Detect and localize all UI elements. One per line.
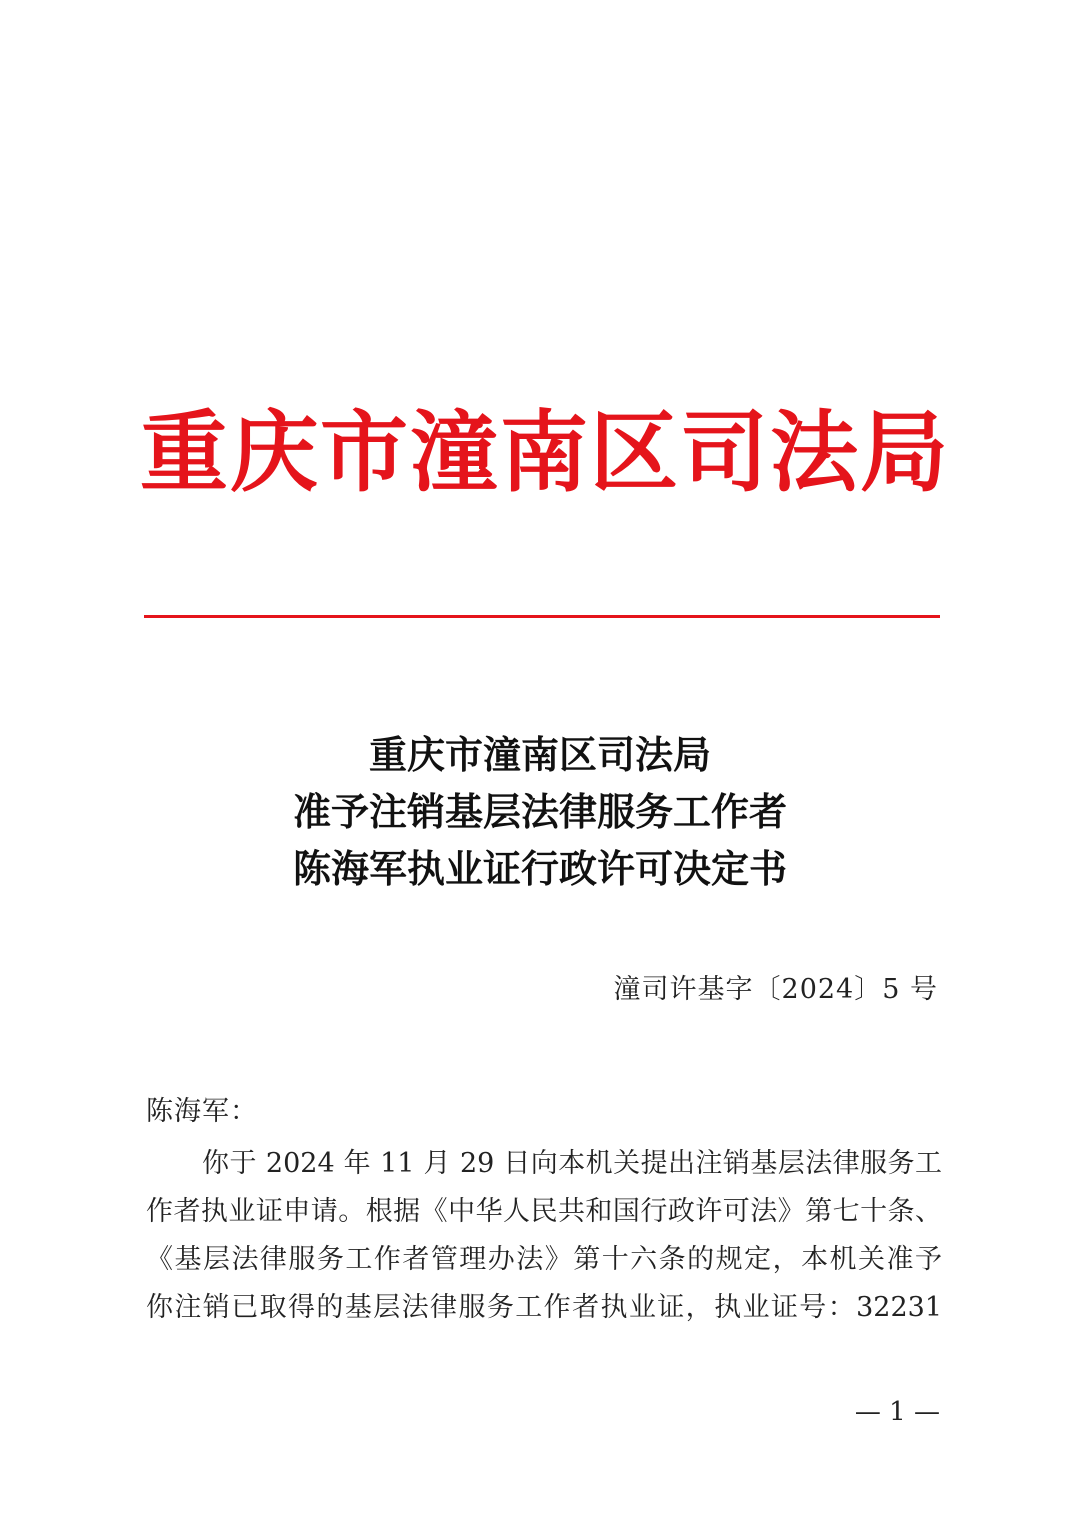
page-number: — 1 —	[854, 1397, 940, 1427]
masthead-red-rule	[144, 615, 940, 618]
salutation: 陈海军：	[146, 1096, 258, 1127]
body-line-4: 你注销已取得的基层法律服务工作者执业证，执业证号：32231	[146, 1292, 942, 1323]
document-number: 潼司许基字〔2024〕5 号	[613, 974, 938, 1005]
body-line-3: 《基层法律服务工作者管理办法》第十六条的规定，本机关准予	[146, 1244, 942, 1275]
masthead-agency-name: 重庆市潼南区司法局	[140, 400, 951, 504]
body-paragraph	[146, 1140, 942, 1332]
document-title-line-1: 重庆市潼南区司法局	[368, 732, 711, 777]
document-title	[140, 726, 940, 897]
document-title-line-3: 陈海军执业证行政许可决定书	[292, 846, 787, 891]
body-line-2: 作者执业证申请。根据《中华人民共和国行政许可法》第七十条、	[146, 1196, 942, 1227]
document-title-line-2: 准予注销基层法律服务工作者	[292, 789, 787, 834]
body-line-1: 你于 2024 年 11 月 29 日向本机关提出注销基层法律服务工	[202, 1148, 942, 1179]
